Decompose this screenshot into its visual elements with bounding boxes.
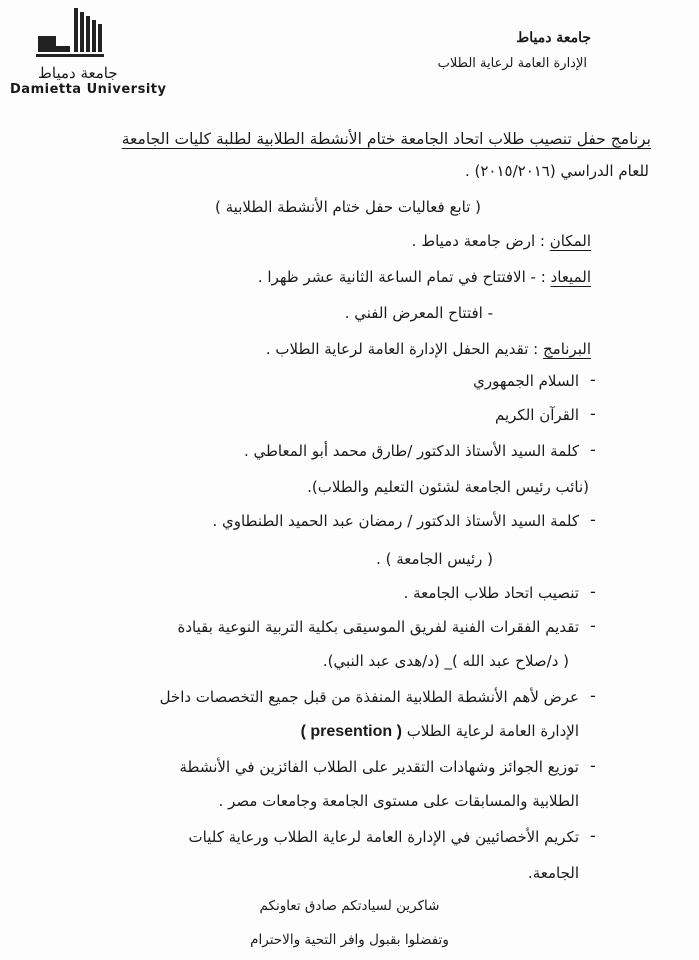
bullet-dash: - <box>590 686 596 705</box>
title-line-1: برنامج حفل تنصيب طلاب اتحاد الجامعة ختام الأنشطة الطلابية لطلبة كليات الجامعة <box>121 130 651 148</box>
item-anthem: السلام الجمهوري <box>473 372 579 390</box>
time-line-1: : - الافتتاح في تمام الساعة الثانية عشر ظهرا . <box>257 268 546 286</box>
title-line-3: ( تابع فعاليات حفل ختام الأنشطة الطلابية ) <box>215 198 481 216</box>
place-value: : ارض جامعة دمياط . <box>411 232 545 250</box>
time-label: الميعاد <box>550 268 591 286</box>
item-honoring: تكريم الأخصائيين في الإدارة العامة لرعاية الطلاب ورعاية كليات <box>188 828 579 846</box>
bullet-dash: - <box>590 440 596 459</box>
item-activities-show-cont <box>301 722 579 741</box>
item-honoring-cont: الجامعة. <box>527 864 579 882</box>
bullet-dash: - <box>590 826 596 845</box>
department-name: الإدارة العامة لرعاية الطلاب <box>437 56 587 71</box>
time-row <box>258 268 591 286</box>
bullet-dash: - <box>590 510 596 529</box>
title-line-2: للعام الدراسي (٢٠١٥/٢٠١٦) . <box>464 162 649 180</box>
item-vice-president-title: (نائب رئيس الجامعة لشئون التعليم والطلاب). <box>307 478 589 496</box>
item-president-title: ( رئيس الجامعة ) . <box>376 550 493 568</box>
university-logo <box>8 6 168 98</box>
program-row <box>266 340 591 358</box>
closing-regards: وتفضلوا بقبول وافر التحية والاحترام <box>250 932 449 948</box>
program-label: البرنامج <box>542 340 591 358</box>
bullet-dash: - <box>590 582 596 601</box>
university-name: جامعة دمياط <box>516 30 591 46</box>
item-music-performance: تقديم الفقرات الفنية لفريق الموسيقى بكلية التربية النوعية بقيادة <box>177 618 579 636</box>
bullet-dash: - <box>590 370 596 389</box>
item-awards: توزيع الجوائز وشهادات التقدير على الطلاب الفائزين في الأنشطة <box>179 758 579 776</box>
logo-arabic-text: جامعة دمياط <box>38 64 118 82</box>
presentation-label: ( presention ) <box>300 723 402 740</box>
bullet-dash: - <box>590 756 596 775</box>
place-label: المكان <box>549 232 591 250</box>
item-awards-cont: الطلابية والمسابقات على مستوى الجامعة وجامعات مصر . <box>218 792 579 810</box>
item-vice-president-speech: كلمة السيد الأستاذ الدكتور /طارق محمد أبو المعاطي . <box>243 442 579 460</box>
item-president-speech: كلمة السيد الأستاذ الدكتور / رمضان عبد الحميد الطنطاوي . <box>212 512 579 530</box>
time-line-2: - افتتاح المعرض الفني . <box>344 304 493 322</box>
closing-thanks: شاكرين لسيادتكم صادق تعاونكم <box>259 898 440 914</box>
item-music-leaders: ( د/صلاح عبد الله )_ (د/هدى عبد النبي). <box>322 652 569 670</box>
bullet-dash: - <box>590 616 596 635</box>
logo-mark-icon <box>36 6 106 64</box>
place-row <box>412 232 591 250</box>
logo-english-text: Damietta University <box>10 82 167 97</box>
item-quran: القرآن الكريم <box>494 406 579 424</box>
item-activities-dept: الإدارة العامة لرعاية الطلاب <box>406 722 579 740</box>
item-activities-show: عرض لأهم الأنشطة الطلابية المنفذة من قبل جميع التخصصات داخل <box>159 688 579 706</box>
program-value: : تقديم الحفل الإدارة العامة لرعاية الطلاب . <box>265 340 539 358</box>
item-union-installation: تنصيب اتحاد طلاب الجامعة . <box>403 584 579 602</box>
bullet-dash: - <box>590 404 596 423</box>
